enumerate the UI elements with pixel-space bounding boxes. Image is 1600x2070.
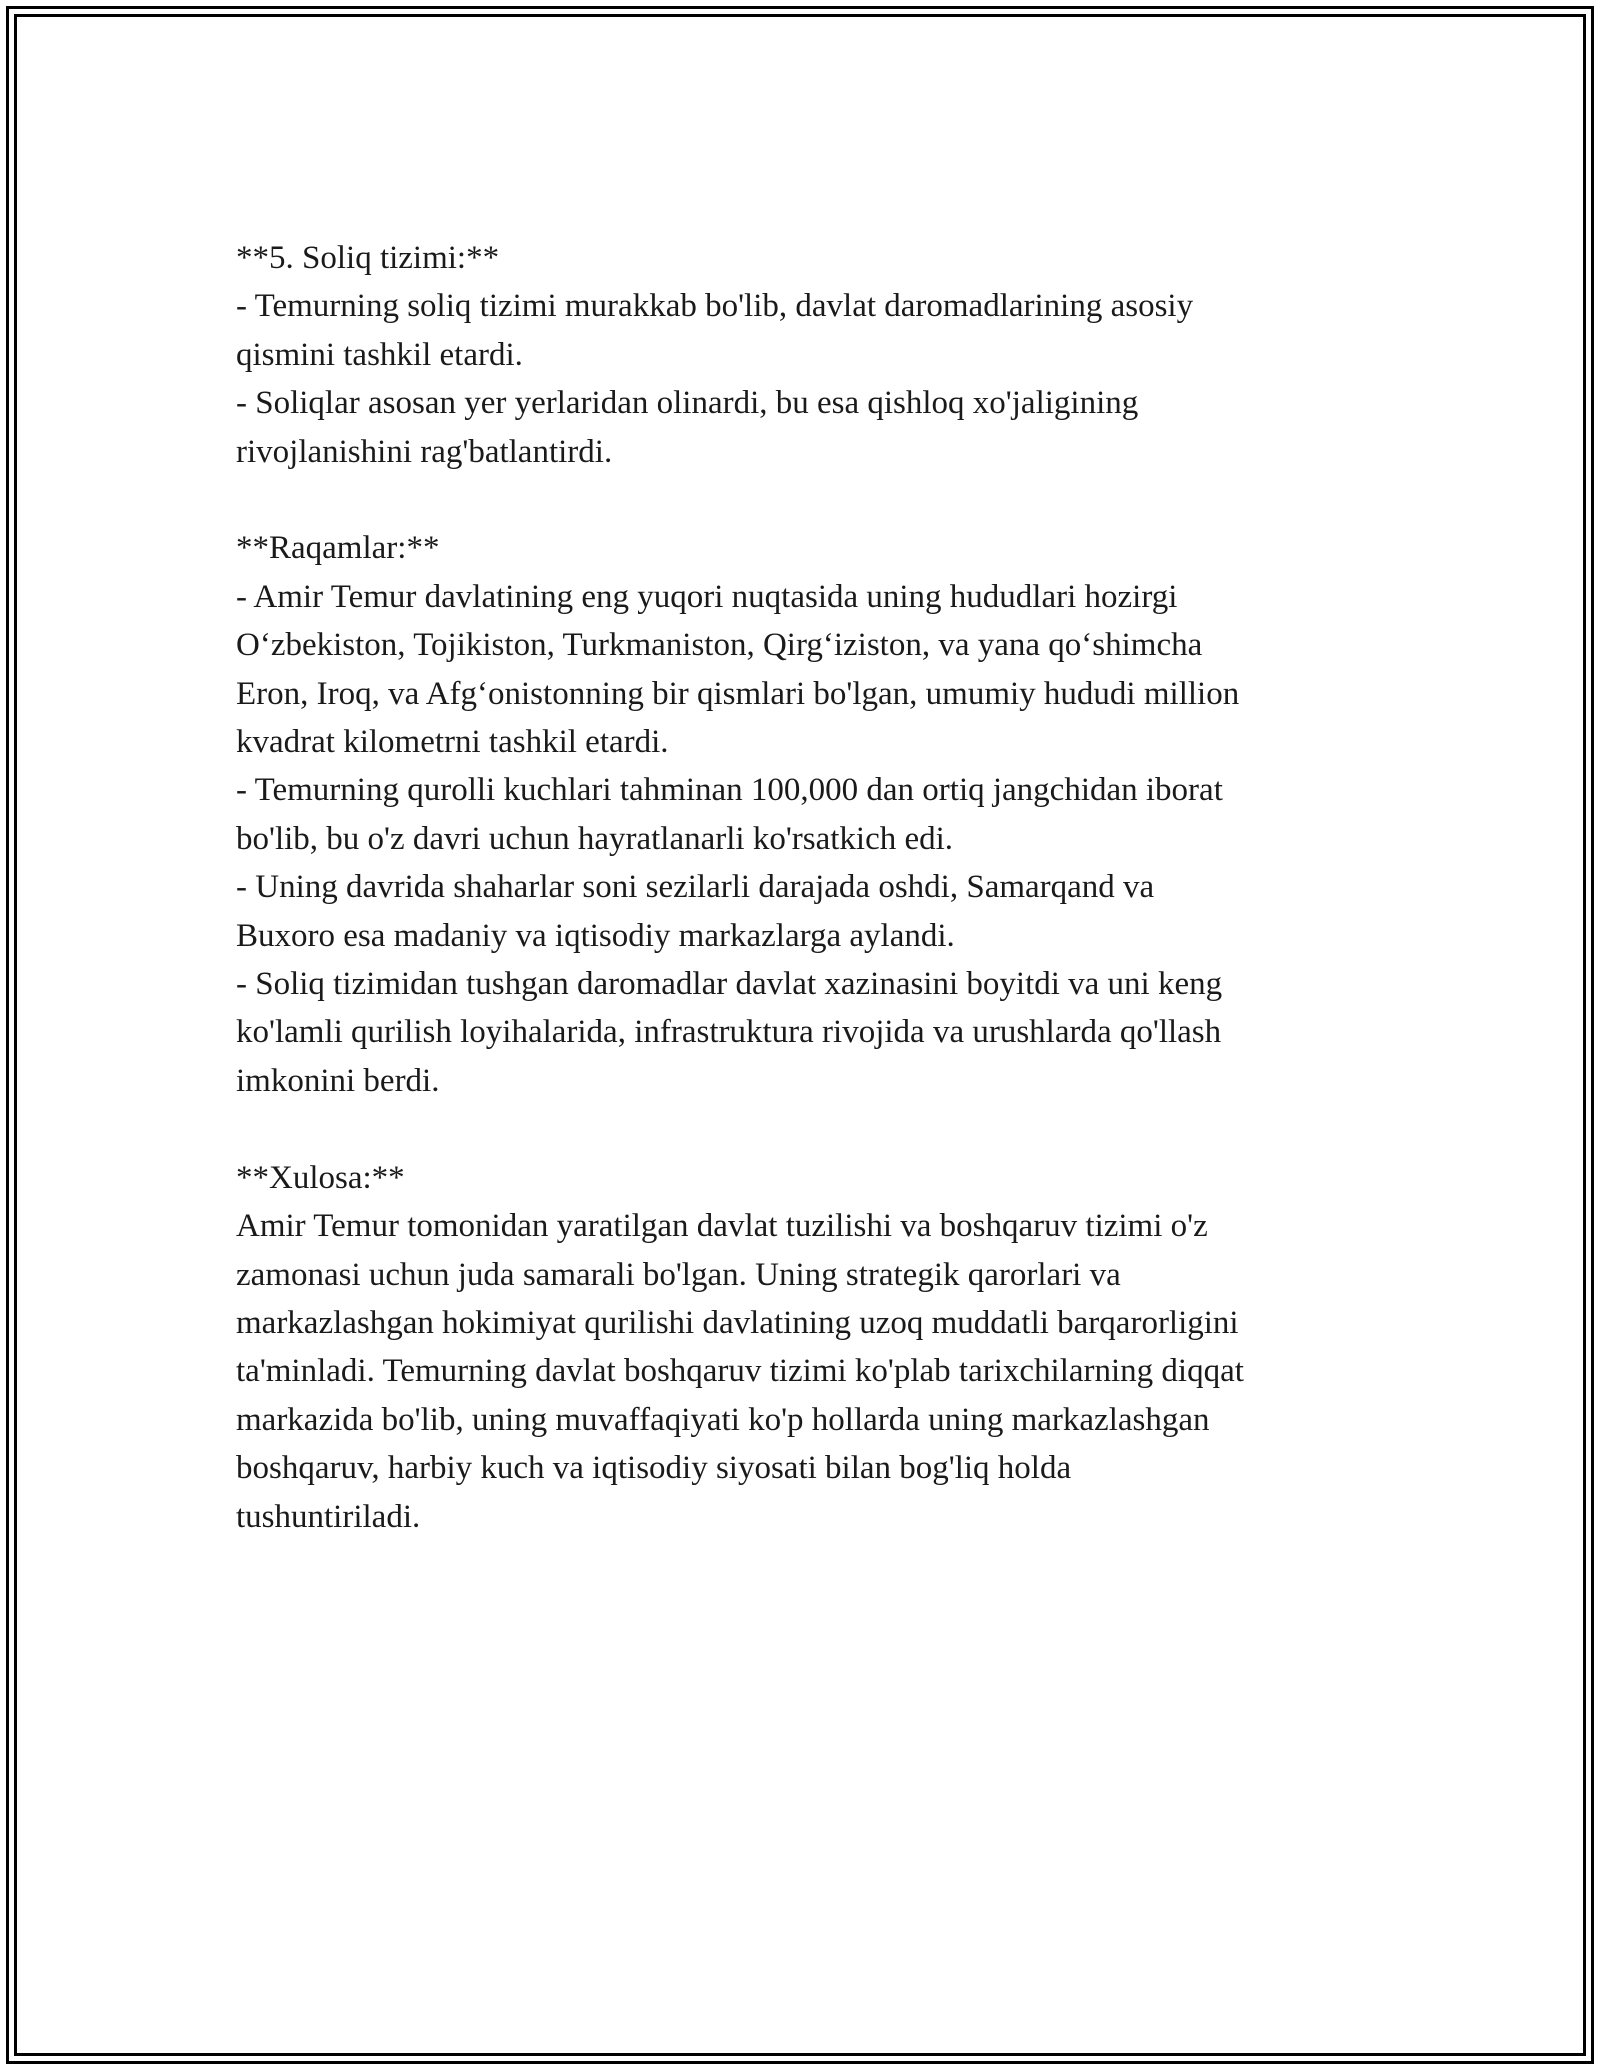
document-body xyxy=(236,234,1376,1541)
conclusion-paragraph: Amir Temur tomonidan yaratilgan davlat tuzilishi va boshqaruv tizimi o'z zamonasi uchun juda samarali bo'lgan. Uning strategik qarorlari va markazlashgan hokimiyat qurilishi davlatining uzoq muddatli barqarorligini ta'minladi. Temurning davlat boshqaruv tizimi ko'plab tarixchilarning diqqat markazida bo'lib, uning muvaffaqiyati ko'p hollarda uning markazlashgan boshqaruv, harbiy kuch va iqtisodiy siyosati bilan bog'liq holda tushuntiriladi. xyxy=(236,1208,1244,1535)
paragraph-gap xyxy=(236,1105,1376,1153)
numbers-item-1: - Amir Temur davlatining eng yuqori nuqtasida uning hududlari hozirgi O‘zbekiston, Tojikiston, Turkmaniston, Qirg‘iziston, va yana qo‘shimcha Eron, Iroq, va Afg‘onistonning bir qismlari bo'lgan, umumiy hududi million kvadrat kilometrni tashkil etardi. xyxy=(236,578,1240,761)
section-heading-raqamlar: **Raqamlar:** xyxy=(236,530,440,567)
tax-item-1: - Temurning soliq tizimi murakkab bo'lib, davlat daromadlarining asosiy qismini tashkil etardi. xyxy=(236,288,1194,373)
section-heading-xulosa: **Xulosa:** xyxy=(236,1159,405,1196)
paragraph-gap xyxy=(236,476,1376,524)
numbers-item-2: - Temurning qurolli kuchlari tahminan 100,000 dan ortiq jangchidan iborat bo'lib, bu o'z davri uchun hayratlanarli ko'rsatkich edi. xyxy=(236,772,1223,857)
numbers-item-4: - Soliq tizimidan tushgan daromadlar davlat xazinasini boyitdi va uni keng ko'lamli qurilish loyihalarida, infrastruktura rivojida va urushlarda qo'llash imkonini berdi. xyxy=(236,966,1223,1099)
tax-item-2: - Soliqlar asosan yer yerlaridan olinardi, bu esa qishloq xo'jaligining rivojlanishini rag'batlantirdi. xyxy=(236,385,1139,470)
section-heading-soliq-tizimi: **5. Soliq tizimi:** xyxy=(236,240,500,276)
numbers-item-3: - Uning davrida shaharlar soni sezilarli darajada oshdi, Samarqand va Buxoro esa madaniy va iqtisodiy markazlarga aylandi. xyxy=(236,869,1155,954)
